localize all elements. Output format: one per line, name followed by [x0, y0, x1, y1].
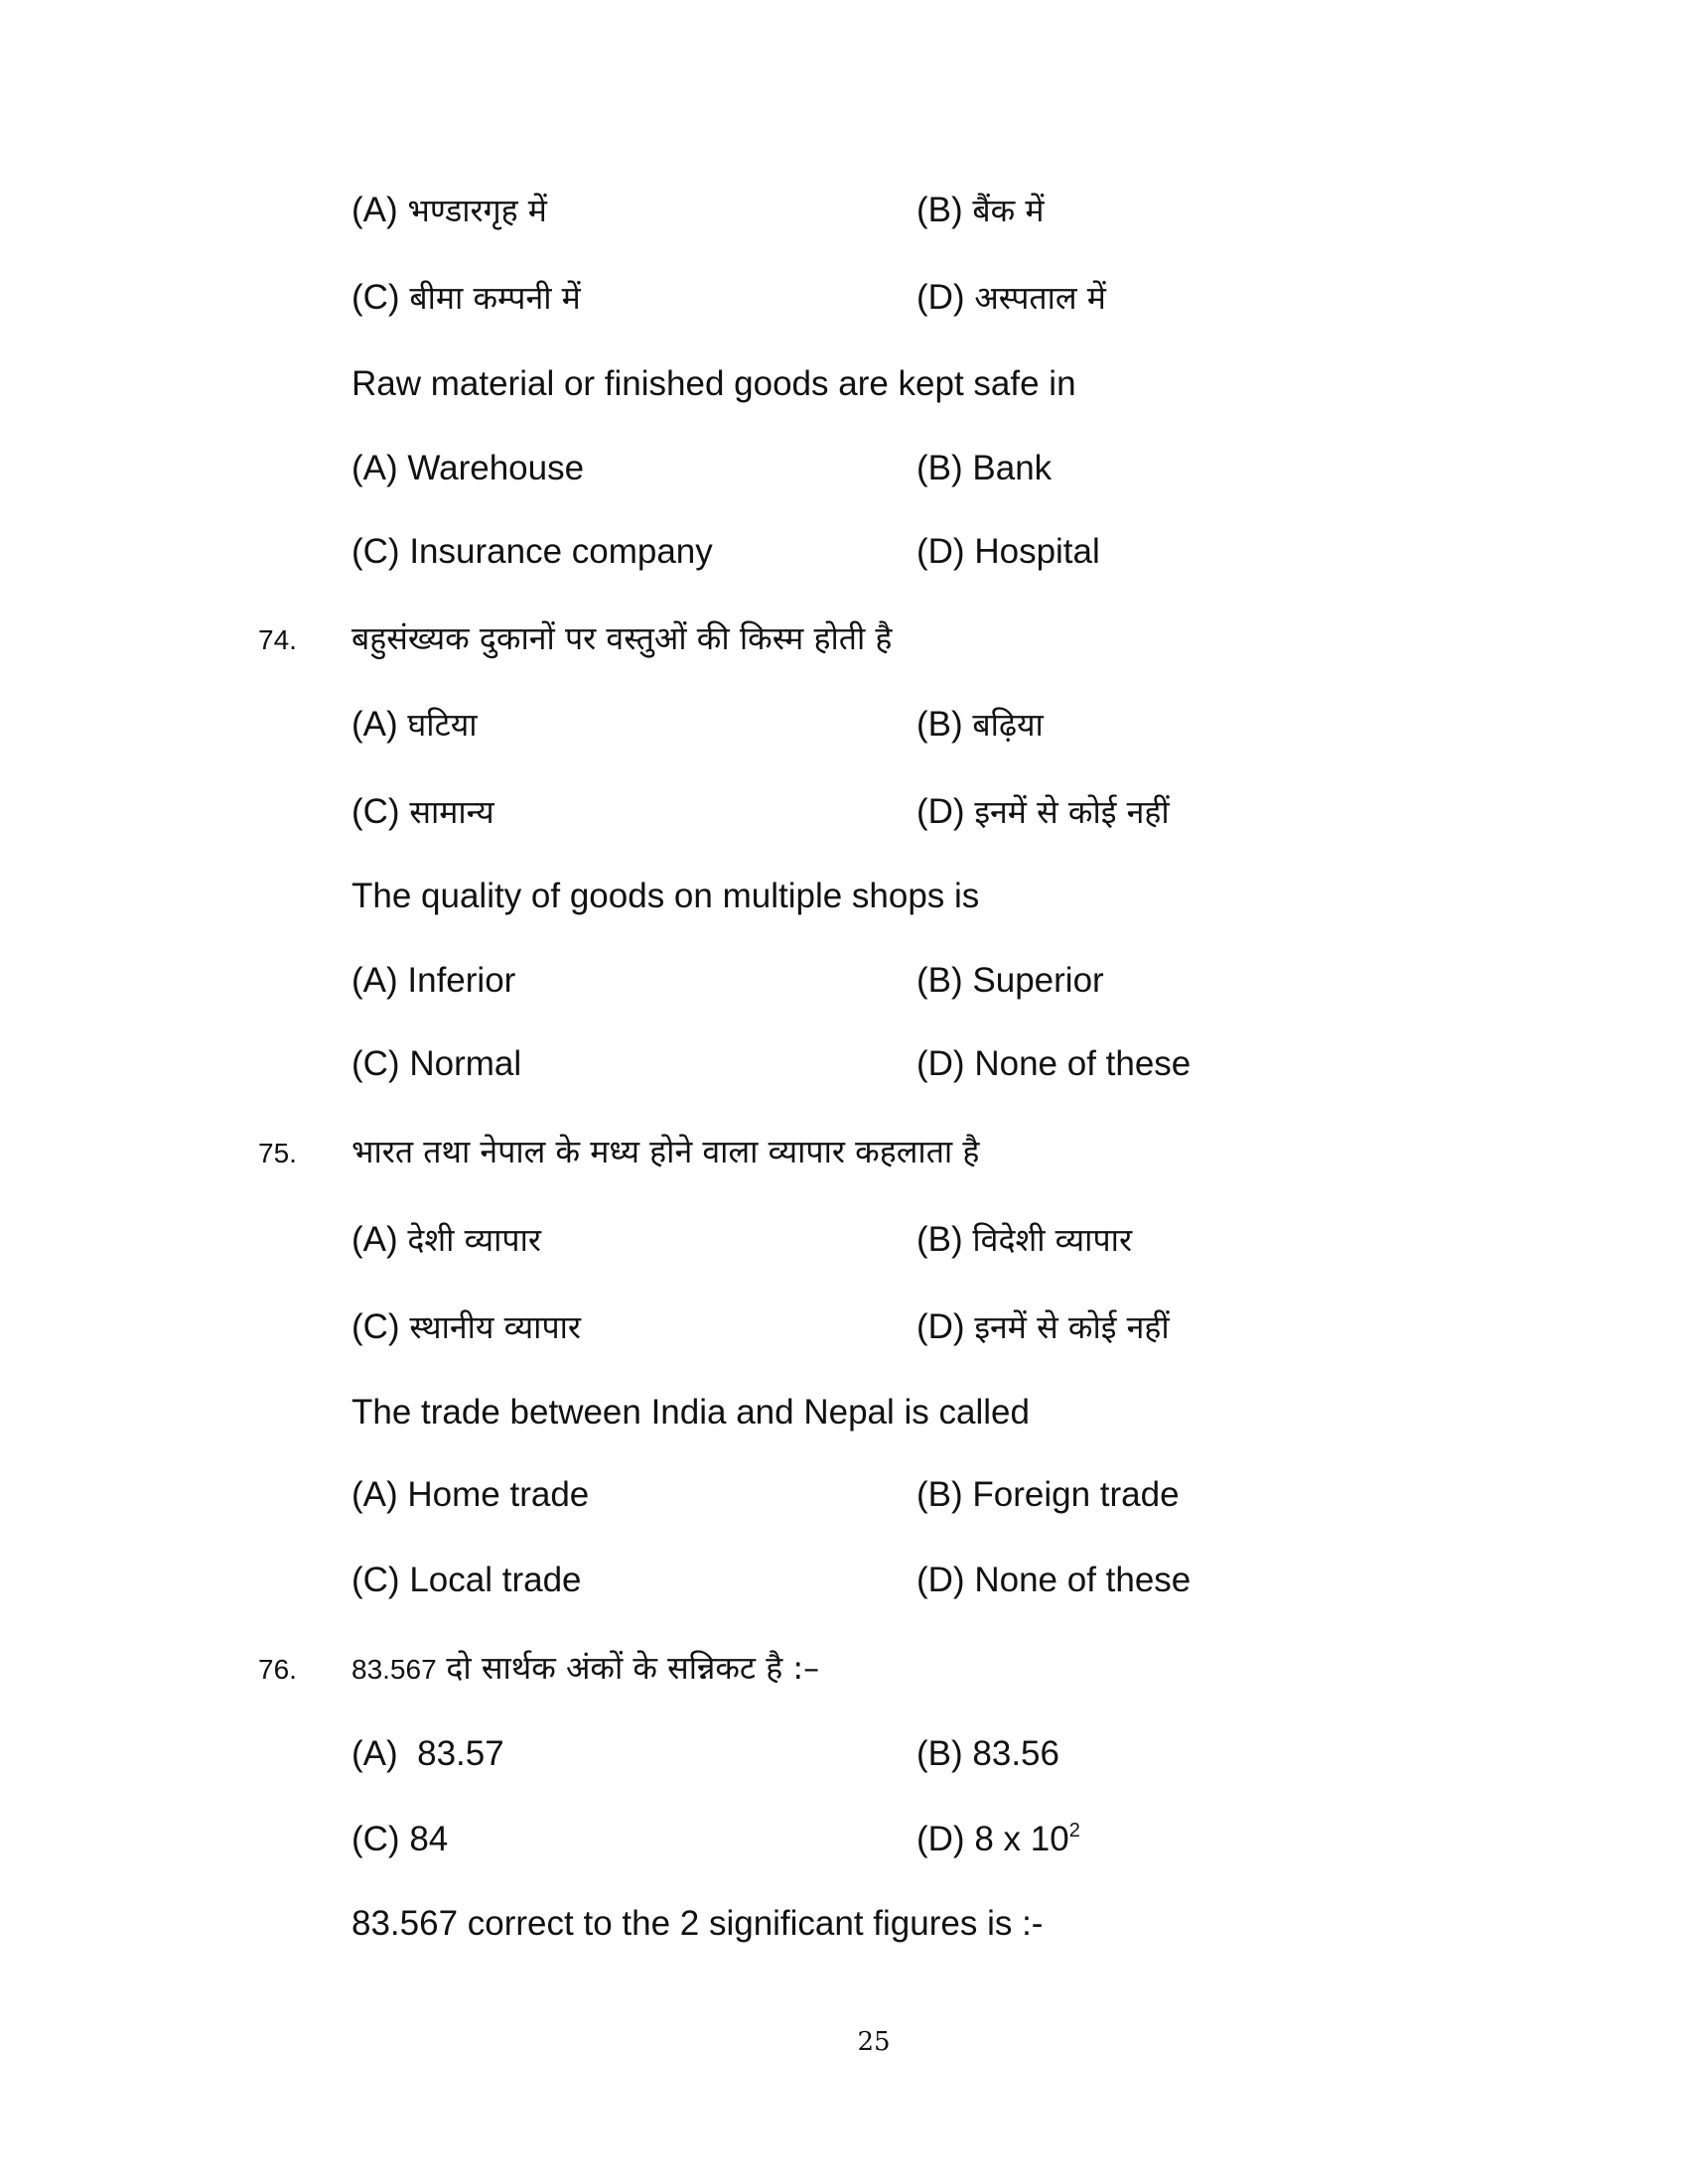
- option-c-hindi: (C) बीमा कम्पनी में: [352, 278, 581, 317]
- option-b-hindi: (B) बैंक में: [916, 191, 1045, 229]
- option-a-english: (A) Inferior: [352, 961, 516, 1000]
- question-text-english: Raw material or finished goods are kept safe in: [352, 364, 1076, 403]
- option-c-english: (C) Insurance company: [352, 532, 713, 571]
- option-d-hindi: (D) इनमें से कोई नहीं: [916, 792, 1170, 831]
- option-b-hindi: (B) विदेशी व्यापार: [916, 1220, 1133, 1259]
- question-text-english: The trade between India and Nepal is called: [352, 1393, 1030, 1432]
- option-a-hindi: (A) भण्डारगृह में: [352, 191, 547, 229]
- option-b-english: (B) Bank: [916, 449, 1053, 487]
- page-number: 25: [857, 2027, 891, 2057]
- option-c-english: (C) Local trade: [352, 1561, 582, 1599]
- option-b-english: (B) Foreign trade: [916, 1475, 1180, 1514]
- question-text-hindi: 83.567 दो सार्थक अंकों के सन्निकट है :–: [352, 1649, 820, 1687]
- question-text-english: The quality of goods on multiple shops is: [352, 877, 980, 915]
- option-c-hindi: (C) सामान्य: [352, 792, 494, 831]
- option-d-english: (D) Hospital: [916, 532, 1100, 571]
- exponent: 2: [1068, 1820, 1080, 1842]
- option-d-english: (D) None of these: [916, 1561, 1192, 1599]
- question-text-hindi: बहुसंख्यक दुकानों पर वस्तुओं की किस्म होती है: [352, 619, 893, 657]
- option-a-hindi: (A) देशी व्यापार: [352, 1220, 541, 1259]
- option-a-hindi: (A) घटिया: [352, 705, 478, 744]
- question-text-english: 83.567 correct to the 2 significant figures is :-: [352, 1904, 1044, 1943]
- option-b-english: (B) Superior: [916, 961, 1104, 1000]
- option-a: (A) 83.57: [352, 1734, 504, 1773]
- question-text-hindi: भारत तथा नेपाल के मध्य होने वाला व्यापार कहलाता है: [352, 1133, 980, 1170]
- option-d: (D) 8 x $10^2$: [916, 1820, 1080, 1858]
- option-a-english: (A) Home trade: [352, 1475, 590, 1514]
- question-number: 76.: [258, 1654, 297, 1685]
- question-number: 74.: [258, 624, 297, 655]
- option-b: (B) 83.56: [916, 1734, 1059, 1773]
- option-d-hindi: (D) अस्पताल में: [916, 278, 1106, 317]
- option-c-hindi: (C) स्थानीय व्यापार: [352, 1307, 581, 1346]
- option-a-english: (A) Warehouse: [352, 449, 585, 487]
- option-c-english: (C) Normal: [352, 1044, 522, 1083]
- option-d-hindi: (D) इनमें से कोई नहीं: [916, 1307, 1170, 1346]
- option-b-hindi: (B) बढ़िया: [916, 705, 1044, 744]
- option-c: (C) 84: [352, 1820, 449, 1858]
- question-number: 75.: [258, 1138, 297, 1168]
- option-d-english: (D) None of these: [916, 1044, 1192, 1083]
